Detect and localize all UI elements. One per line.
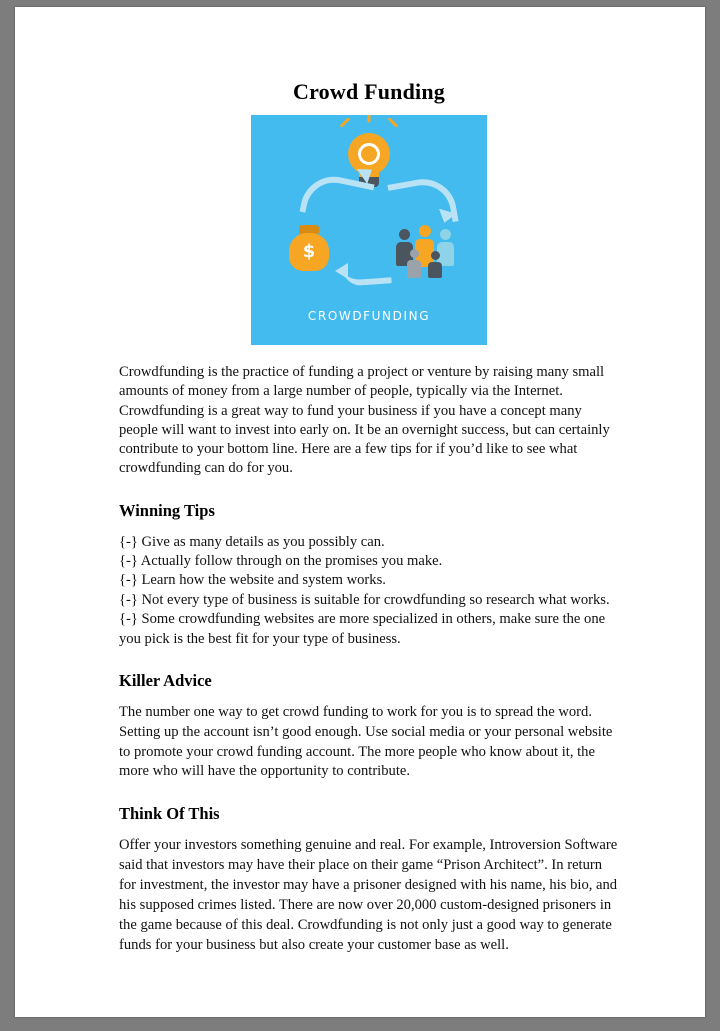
bulb-ray-icon xyxy=(340,117,351,128)
section-heading-killer-advice: Killer Advice xyxy=(119,670,212,690)
lightbulb-filament-icon xyxy=(358,143,380,165)
person-body-icon xyxy=(407,260,421,278)
figure-caption: CROWDFUNDING xyxy=(307,309,431,323)
winning-tips-list xyxy=(119,533,619,649)
dollar-sign-icon: $ xyxy=(302,241,316,262)
list-item: {-} Actually follow through on the promises you make. xyxy=(119,552,443,569)
list-item: {-} Learn how the website and system works. xyxy=(119,572,386,589)
arrow-bottom-left-icon xyxy=(342,259,392,286)
crowdfunding-illustration xyxy=(251,115,487,345)
list-item: {-} Give as many details as you possibly can. xyxy=(119,533,385,550)
list-item: {-} Some crowdfunding websites are more specialized in others, make sure the one you pick is the best fit for your type of business. xyxy=(119,611,606,647)
list-item: {-} Not every type of business is suitable for crowdfunding so research what works. xyxy=(119,591,610,608)
bulb-ray-icon xyxy=(388,117,399,128)
person-head-icon xyxy=(410,249,419,258)
think-of-this-paragraph: Offer your investors something genuine and real. For example, Introversion Software said that investors may have their place on their game “Prison Architect”. In return for investment, the investor may have a prisoner designed with his name, his bio, and his supposed crimes listed. There are now over 20,000 custom-designed prisoners in the game because of this deal. Crowdfunding is not only just a good way to generate funds for your business but also create your customer base as well. xyxy=(119,837,618,953)
document-content xyxy=(119,79,619,955)
killer-advice-paragraph: The number one way to get crowd funding to work for you is to spread the word. Setting up the account isn’t good enough. Use social media or your personal website to promote your crowd funding account. The more people who know about it, the more who will have the opportunity to contribute. xyxy=(119,703,613,780)
section-heading-winning-tips: Winning Tips xyxy=(119,500,215,520)
arrow-head-icon xyxy=(335,263,348,279)
section-heading-think-of-this: Think Of This xyxy=(119,804,220,824)
page-title: Crowd Funding xyxy=(293,79,445,104)
document-page xyxy=(15,7,705,1017)
bulb-ray-icon xyxy=(368,115,371,123)
intro-paragraph: Crowdfunding is the practice of funding a project or venture by raising many small amounts of money from a large number of people, typically via the Internet. Crowdfunding is a great way to fund your business if you have a concept many people will want to invest into early on. It be an overnight success, but can certainly contribute to your bottom line. Here are a few tips for if you’d like to see what crowdfunding can do for you. xyxy=(119,364,610,477)
person-head-icon xyxy=(431,251,440,260)
person-head-icon xyxy=(440,229,451,240)
person-body-icon xyxy=(428,262,442,278)
